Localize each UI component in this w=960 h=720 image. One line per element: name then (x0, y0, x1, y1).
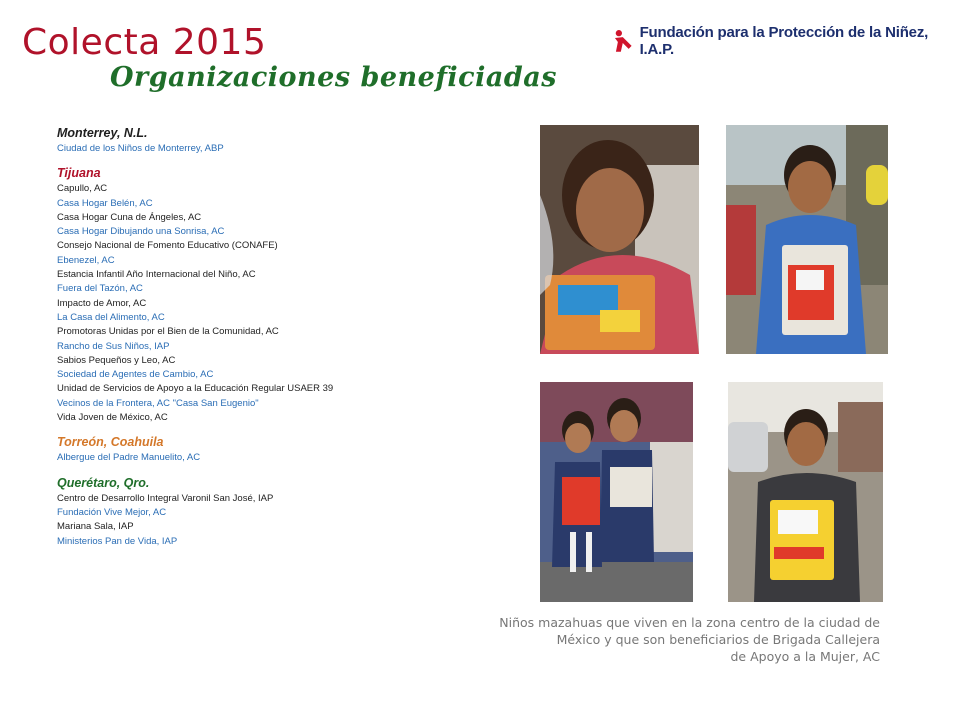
organization-item: Ebenezel, AC (57, 254, 115, 266)
organization-item: Rancho de Sus Niños, IAP (57, 340, 170, 352)
organization-item: Casa Hogar Belén, AC (57, 197, 153, 209)
photo-two-girls-in-uniform (540, 382, 693, 602)
photo-caption (470, 614, 880, 665)
organization-item: Albergue del Padre Manuelito, AC (57, 452, 201, 464)
foundation-logo (612, 24, 960, 58)
organization-item: Capullo, AC (57, 183, 108, 195)
page-subtitle: Organizaciones beneficiadas (110, 62, 557, 93)
region-block (57, 476, 457, 549)
caption-line: Niños mazahuas que viven en la zona centro de la ciudad de (499, 615, 880, 630)
photo-girl-with-school-supplies (540, 125, 699, 354)
organization-item: La Casa del Alimento, AC (57, 311, 165, 323)
page-title: Colecta 2015 (22, 22, 267, 63)
organization-item: Consejo Nacional de Fomento Educativo (CONAFE) (57, 240, 278, 252)
photo-boy-in-street (728, 382, 883, 602)
organization-item: Sabios Pequeños y Leo, AC (57, 354, 176, 366)
region-block (57, 166, 457, 425)
organization-item: Casa Hogar Dibujando una Sonrisa, AC (57, 226, 225, 238)
organization-item: Mariana Sala, IAP (57, 521, 134, 533)
region-name: Tijuana (57, 166, 101, 181)
region-block (57, 435, 457, 465)
organization-item: Fuera del Tazón, AC (57, 283, 143, 295)
organization-item: Casa Hogar Cuna de Ángeles, AC (57, 211, 202, 223)
organization-item: Ministerios Pan de Vida, IAP (57, 535, 178, 547)
foundation-logo-icon (612, 29, 634, 53)
organization-item: Fundación Vive Mejor, AC (57, 506, 167, 518)
photo-boy-with-school-kit (726, 125, 888, 354)
region-block (57, 126, 457, 156)
region-name: Monterrey, N.L. (57, 126, 148, 140)
caption-line: México y que son beneficiarios de Brigada Callejera (556, 632, 880, 647)
organization-item: Unidad de Servicios de Apoyo a la Educación Regular USAER 39 (57, 383, 334, 395)
organization-item: Estancia Infantil Año Internacional del Niño, AC (57, 269, 256, 281)
organization-item: Ciudad de los Niños de Monterrey, ABP (57, 143, 224, 154)
foundation-logo-text: Fundación para la Protección de la Niñez, I.A.P. (639, 24, 929, 58)
region-name: Querétaro, Qro. (57, 475, 150, 490)
organization-item: Vida Joven de México, AC (57, 412, 168, 424)
region-name: Torreón, Coahuila (57, 435, 164, 450)
organization-item: Impacto de Amor, AC (57, 297, 147, 309)
organization-item: Promotoras Unidas por el Bien de la Comunidad, AC (57, 326, 279, 338)
organizations-list (57, 126, 457, 549)
organization-item: Sociedad de Agentes de Cambio, AC (57, 369, 214, 381)
organization-item: Vecinos de la Frontera, AC "Casa San Eugenio" (57, 397, 259, 409)
organization-item: Centro de Desarrollo Integral Varonil San José, IAP (57, 492, 274, 504)
caption-line: de Apoyo a la Mujer, AC (730, 649, 880, 664)
